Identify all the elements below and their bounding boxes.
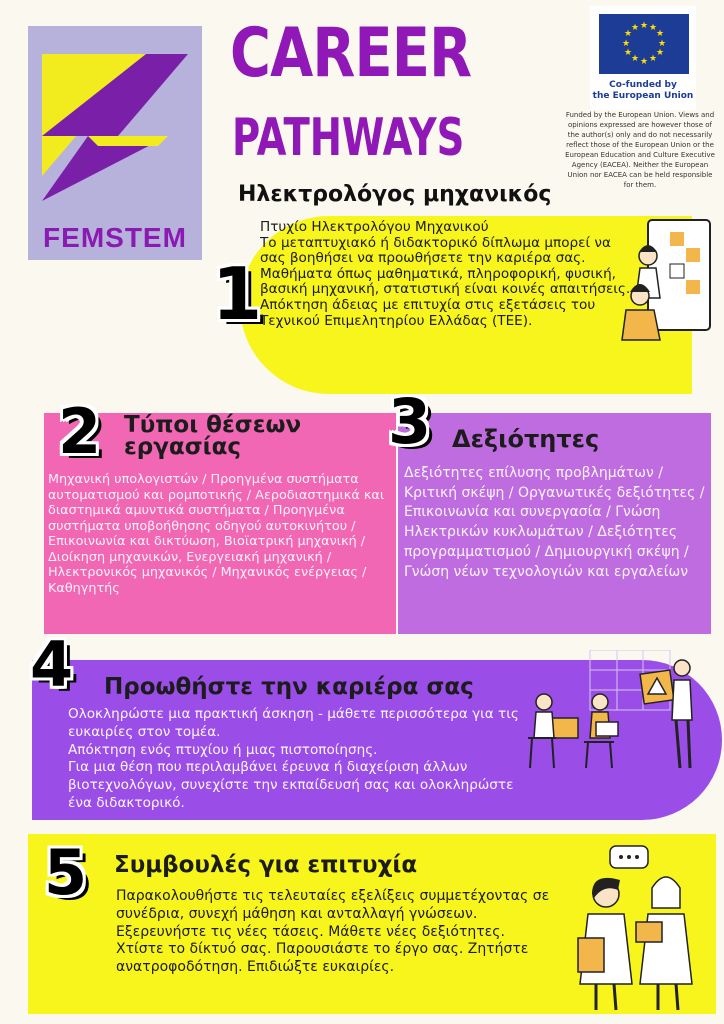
svg-text:★: ★ <box>630 23 640 33</box>
svg-text:★: ★ <box>657 39 667 49</box>
svg-text:★: ★ <box>639 57 649 67</box>
section-4-number: 4 <box>30 628 74 701</box>
section-2-number: 2 <box>58 395 102 468</box>
section-5-title: Συμβουλές για επιτυχία <box>114 852 418 878</box>
eu-label: Co-funded by the European Union <box>592 80 694 101</box>
team-meeting-illustration <box>522 650 706 780</box>
page-subtitle: Ηλεκτρολόγος μηχανικός <box>238 182 552 207</box>
section-3-title: Δεξιότητες <box>452 425 600 453</box>
section-2-text: Μηχανική υπολογιστών / Προηγμένα συστήματα αυτοματισμού και ρομποτικής / Αεροδιαστημικά και διαστημικά αμυντικά συστήματα / Προηγμένα συστήματα υποβοήθησης οδηγού αυτοκινήτου / Επικοινωνία και δικτύωση, Βιοϊατρική μηχανική / Διοίκηση μηχανικών, Ενεργειακή μηχανική / Ηλεκτρονικός μηχανικός / Μηχανικός ενέργειας / Καθηγητής <box>48 472 385 596</box>
svg-text:★: ★ <box>623 29 633 39</box>
section-3-number: 3 <box>388 385 432 458</box>
svg-text:★: ★ <box>639 21 649 31</box>
svg-text:★: ★ <box>623 48 633 58</box>
section-2-title: Τύποι θέσεων εργασίας <box>124 412 302 460</box>
svg-text:★: ★ <box>648 23 658 33</box>
svg-text:★: ★ <box>648 54 658 64</box>
section-1-text: Πτυχίο Ηλεκτρολόγου Μηχανικού Το μεταπτυχιακό ή διδακτορικό δίπλωμα μπορεί να σας βοηθήσει να προωθήσετε την καριέρα σας. Μαθήματα όπως μαθηματικά, πληροφορική, φυσική, βασική μηχανική, στατιστική είναι κοινές απαιτήσεις. Απόκτηση άδειας με επιτυχία στις εξετάσεις του Τεχνικού Επιμελητηρίου Ελλάδας (ΤΕΕ). <box>260 219 631 329</box>
section-4-title: Προωθήστε την καριέρα σας <box>104 674 474 700</box>
svg-text:★: ★ <box>655 29 665 39</box>
svg-text:★: ★ <box>655 48 665 58</box>
team-puzzle-illustration <box>618 218 718 344</box>
section-3-text: Δεξιότητες επίλυσης προβλημάτων / Κριτική σκέψη / Οργανωτικές δεξιότητες / Επικοινωνία και συνεργασία / Γνώση Ηλεκτρικών κυκλωμάτων / Δεξιότητες προγραμματισμού / Δημιουργική σκέψη / Γνώση νέων τεχνολογιών και εργαλείων <box>404 465 705 580</box>
section-1-number: 1 <box>212 252 263 336</box>
two-women-conversation-illustration <box>566 838 702 1012</box>
section-4-text: Ολοκληρώστε μια πρακτική άσκηση - μάθετε περισσότερα για τις ευκαιρίες στον τομέα. Απόκτηση ενός πτυχίου ή μιας πιστοποίησης. Για μια θέση που περιλαμβάνει έρευνα ή διαχείριση άλλων βιοτεχνολόγων, συνεχίστε την εκπαίδευσή σας και ολοκληρώστε ένα διδακτορικό. <box>68 706 519 811</box>
page-title-line1: CAREER <box>230 14 472 93</box>
section-5-number: 5 <box>44 836 88 909</box>
svg-text:★: ★ <box>621 39 631 49</box>
svg-text:★: ★ <box>630 54 640 64</box>
section-5-text: Παρακολουθήστε τις τελευταίες εξελίξεις συμμετέχοντας σε συνέδρια, συνεχή μάθηση και ανταλλαγή γνώσεων. Εξερευνήστε τις νέες τάσεις. Μάθετε νέες δεξιότητες. Χτίστε το δίκτυό σας. Παρουσιάστε το έργο σας. Ζητήστε ανατροφοδότηση. Επιδιώξτε ευκαιρίες. <box>116 888 550 976</box>
femstem-logo <box>28 26 202 260</box>
eu-disclaimer: Funded by the European Union. Views and opinions expressed are however those of the author(s) only and do not necessarily reflect those of the European Union or the European Education and Culture Executive Agency (EACEA). Neither the European Union nor EACEA can be held responsible for them. <box>565 111 715 189</box>
page-title-line2: PATHWAYS <box>232 108 465 168</box>
logo-text: FEMSTEM <box>43 222 187 253</box>
eu-flag-icon <box>599 14 689 74</box>
